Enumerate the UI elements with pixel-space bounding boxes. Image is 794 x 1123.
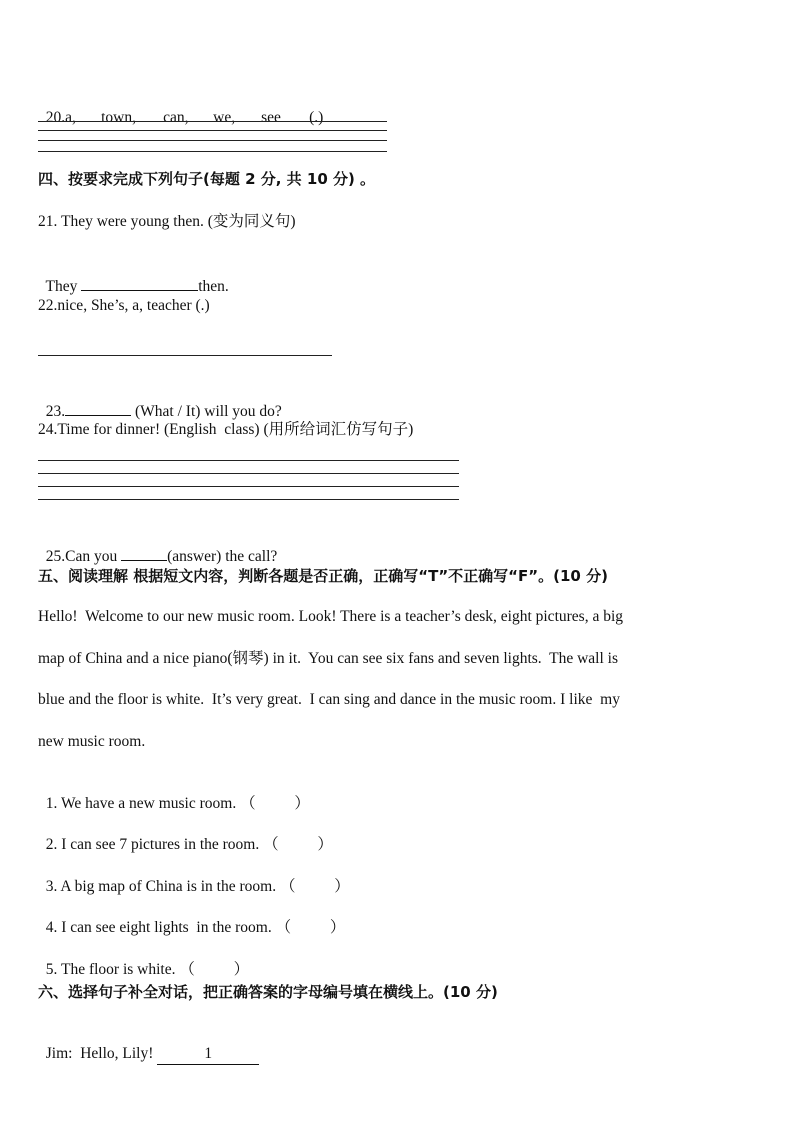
q23-rest: (What / It) will you do? bbox=[131, 403, 282, 420]
q20-word-3: can, bbox=[163, 109, 189, 126]
dialogue-answer-blank-1[interactable]: 1 bbox=[157, 1044, 259, 1065]
tf-answer-bracket-5[interactable]: （ ） bbox=[179, 961, 250, 978]
q20-line bbox=[38, 88, 323, 128]
q20-word-1: a, bbox=[65, 109, 76, 126]
tf-question-5-text: 5. The floor is white. bbox=[45, 961, 176, 978]
tf-question-5 bbox=[38, 940, 249, 980]
tf-question-2 bbox=[38, 815, 333, 855]
tf-answer-bracket-1[interactable]: （ ） bbox=[240, 795, 310, 812]
q20-word-5: see bbox=[261, 109, 281, 126]
q22-prompt: 22.nice, She’s, a, teacher (.) bbox=[38, 297, 210, 314]
q25-line bbox=[38, 524, 277, 567]
q21-answer-line bbox=[38, 254, 229, 297]
q22-answer-line[interactable] bbox=[38, 355, 332, 356]
q21-blank[interactable] bbox=[81, 274, 198, 291]
tf-question-3 bbox=[38, 857, 350, 897]
section4-heading: 四、按要求完成下列句子(每题 2 分, 共 10 分) 。 bbox=[38, 170, 376, 188]
q24-answer-line-4[interactable] bbox=[38, 499, 459, 500]
q20-answer-line-1[interactable] bbox=[38, 121, 387, 122]
tf-question-2-text: 2. I can see 7 pictures in the room. bbox=[45, 836, 260, 853]
tf-answer-bracket-3[interactable]: （ ） bbox=[279, 878, 350, 895]
dialogue-line-1-text: Jim: Hello, Lily! bbox=[45, 1045, 158, 1062]
section6-heading: 六、选择句子补全对话，把正确答案的字母编号填在横线上。(10 分) bbox=[38, 983, 498, 1001]
q20-answer-line-2[interactable] bbox=[38, 130, 387, 131]
dialogue-line-1 bbox=[38, 1024, 259, 1065]
tf-answer-bracket-4[interactable]: （ ） bbox=[275, 919, 346, 936]
q20-number: 20. bbox=[45, 109, 66, 126]
passage-line-1: Hello! Welcome to our new music room. Look! There is a teacher’s desk, eight pictures, a big bbox=[38, 608, 624, 625]
tf-question-1-text: 1. We have a new music room. bbox=[45, 795, 237, 812]
q20-answer-line-3[interactable] bbox=[38, 140, 387, 141]
section5-heading: 五、阅读理解 根据短文内容，判断各题是否正确，正确写“T”不正确写“F”。(10 分) bbox=[38, 567, 608, 585]
q24-answer-line-1[interactable] bbox=[38, 460, 459, 461]
q21-answer-prefix: They bbox=[45, 278, 78, 295]
passage-line-4: new music room. bbox=[38, 733, 146, 750]
tf-question-3-text: 3. A big map of China is in the room. bbox=[45, 878, 277, 895]
q23-line bbox=[38, 379, 282, 422]
q23-blank[interactable] bbox=[65, 399, 131, 416]
q20-answer-line-4[interactable] bbox=[38, 151, 387, 152]
passage-line-3: blue and the floor is white. It’s very great. I can sing and dance in the music room. I like my bbox=[38, 691, 620, 708]
q20-word-2: town, bbox=[101, 109, 136, 126]
q25-rest: (answer) the call? bbox=[167, 548, 278, 565]
q25-prefix: 25.Can you bbox=[45, 548, 122, 565]
q25-blank[interactable] bbox=[121, 544, 167, 561]
q24-prompt: 24.Time for dinner! (English class) (用所给词汇仿写句子) bbox=[38, 421, 414, 438]
tf-question-4 bbox=[38, 898, 345, 938]
q20-word-4: we, bbox=[213, 109, 236, 126]
q24-answer-line-3[interactable] bbox=[38, 486, 459, 487]
tf-question-1 bbox=[38, 774, 310, 814]
q24-answer-line-2[interactable] bbox=[38, 473, 459, 474]
q21-answer-suffix: then. bbox=[198, 278, 229, 295]
q23-number: 23. bbox=[45, 403, 66, 420]
q20-word-6: (.) bbox=[309, 109, 324, 126]
tf-question-4-text: 4. I can see eight lights in the room. bbox=[45, 919, 272, 936]
q21-prompt: 21. They were young then. (变为同义句) bbox=[38, 213, 296, 230]
tf-answer-bracket-2[interactable]: （ ） bbox=[263, 836, 333, 853]
passage-line-2: map of China and a nice piano(钢琴) in it. You can see six fans and seven lights. The wall is bbox=[38, 650, 618, 667]
